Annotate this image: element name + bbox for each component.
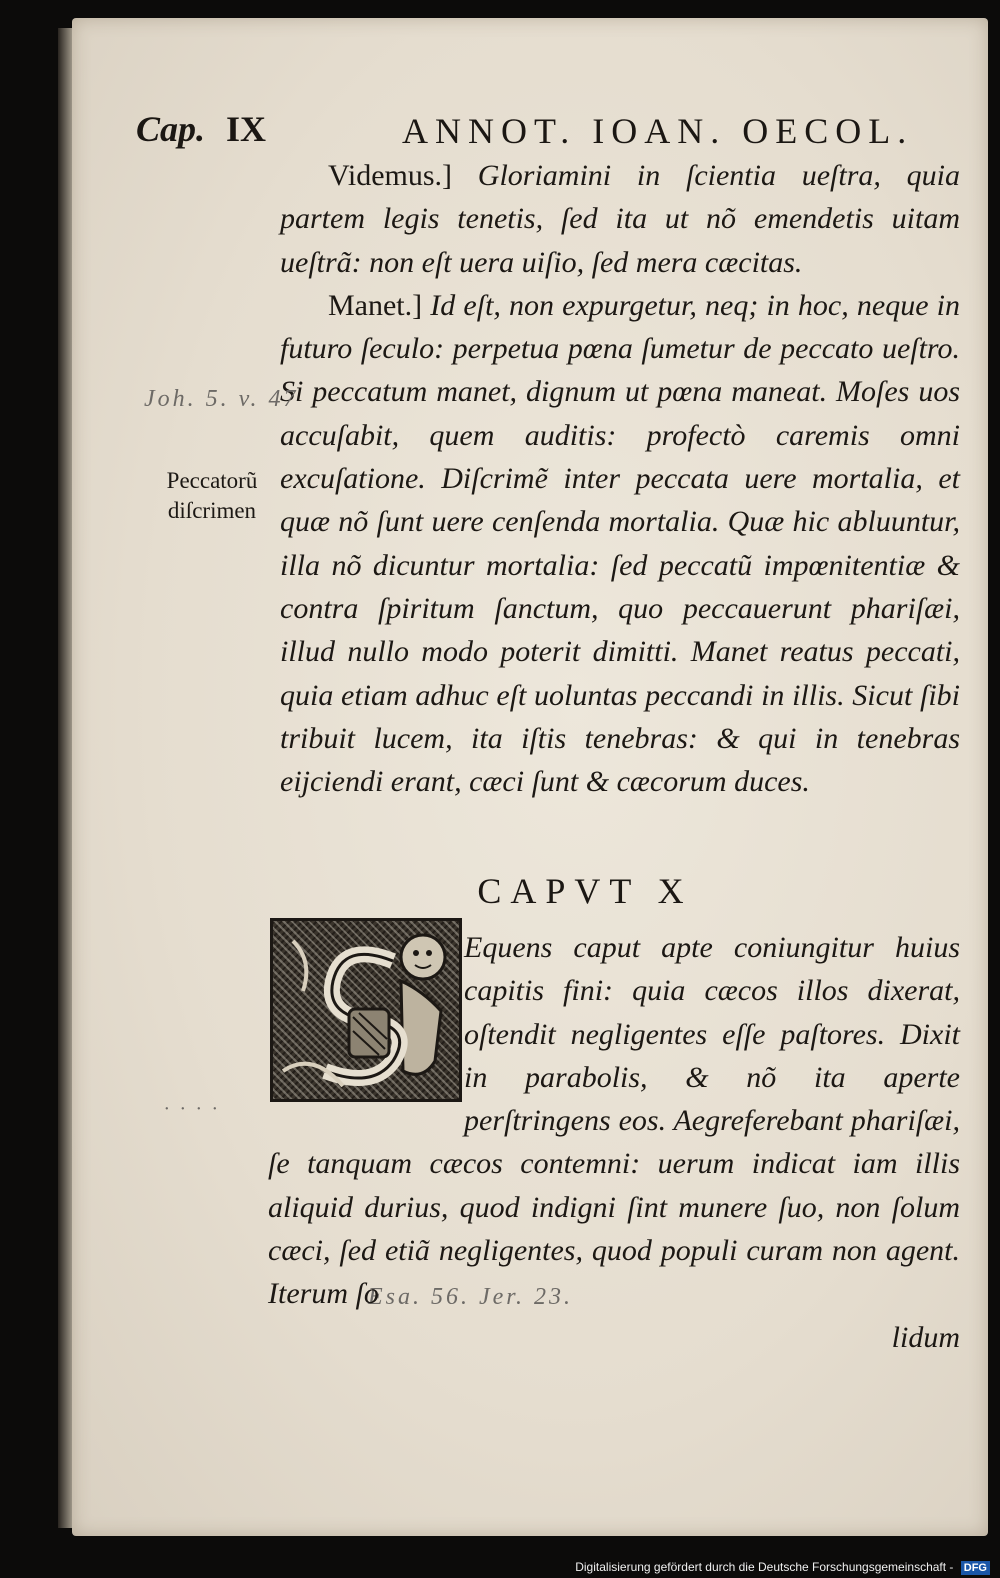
paragraph-text: Id eſt, non expurgetur, neq; in hoc, neque in futuro ſeculo: perpetua pœna ſumetur de peccato ueſtro. Si peccatum manet, dignum ut pœna maneat. Moſes uos accuſabit, quem auditis: profectò careтis omni excuſatione. Diſcrimẽ inter peccata uere mortalia, et quæ nõ ſunt uere cenſenda mortalia. Quæ hic abluuntur, illa nõ dicuntur mortalia: ſed peccatũ impœnitentiæ & contra ſpiritum ſanctum, quo peccauerunt phariſæi, illud nullo modo poterit dimitti. Manet reatus peccati, quia etiam adhuc eſt uoluntas peccandi in illis. Sicut ſibi tribuit lucem, ita iſtis tenebras: & qui in tenebras eijciendi erant, cæci ſunt & cæcorum duces.: [280, 288, 960, 799]
paragraph: [280, 284, 960, 804]
handwritten-note: Esa. 56. Jer. 23.: [368, 1284, 573, 1310]
book-page: [72, 18, 988, 1536]
dfg-logo: DFG: [961, 1561, 990, 1575]
handwritten-note: Joh. 5. v. 47: [144, 386, 299, 412]
chapter-text: [268, 926, 960, 1359]
margin-sidenote: [142, 466, 282, 526]
footer-text: Digitalisierung gefördert durch die Deutsche Forschungsgemeinschaft -: [575, 1560, 954, 1574]
annotation-text: [280, 154, 960, 803]
handwritten-note: · · · ·: [164, 1098, 220, 1120]
chapter-paragraph: Equens caput apte coniungitur huius capitis fini: quia cæcos illos dixerat, oſtendit negligentes eſſe paſtores. Dixit in parabolis, & nõ ita aperte perſtringens eos. Aegreferebant phariſæi, ſe tanquam cæcos contemni: uerum indicat iam illis aliquid durius, quod indigni ſint munere ſuo, non ſolum cæci, ſed etiã negligentes, quod populi curam non agent. Iterum ſo: [268, 931, 960, 1311]
catchword: lidum: [891, 1320, 960, 1354]
paragraph: [280, 154, 960, 284]
sidenote-line: diſcrimen: [167, 498, 257, 523]
chapter-title: CAPVT X: [477, 871, 693, 911]
running-title: ANNOT. IOAN. OECOL.: [402, 111, 914, 151]
lemma: Videmus.]: [328, 159, 453, 192]
chapter-label: Cap.: [136, 109, 206, 149]
lemma: Manet.]: [328, 288, 423, 322]
digitization-footer: [0, 1556, 1000, 1578]
running-head: [136, 108, 948, 158]
paragraph-text: Gloriamini in ſcientia ueſtra, quia partem legis tenetis, ſed ita ut nõ emendetis uitam ueſtrã: non eſt uera uiſio, ſed mera cæcitas.: [280, 159, 960, 279]
chapter-number: IX: [226, 109, 267, 149]
sidenote-line: Peccatorũ: [166, 468, 258, 493]
